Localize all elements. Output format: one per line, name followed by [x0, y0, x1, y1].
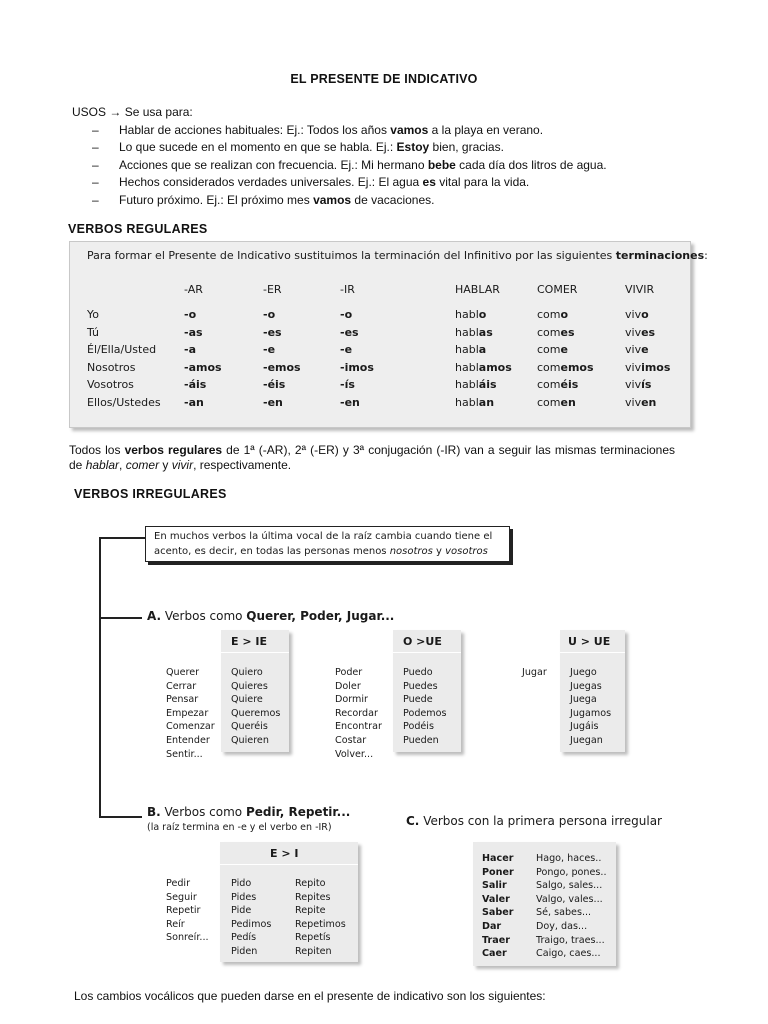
dash-bullet-icon: – [92, 140, 99, 155]
table-cell-comer: comes [537, 325, 575, 339]
table-cell-ir: -en [340, 396, 360, 409]
table-cell-vivir: vivimos [625, 360, 671, 374]
regular-verbs-table [69, 241, 708, 428]
table-cell-hablar: habla [455, 343, 487, 357]
box-header: U > UE [560, 630, 625, 653]
usos-intro [72, 105, 193, 119]
page-title: EL PRESENTE DE INDICATIVO [290, 72, 478, 86]
table-cell-ir: -es [340, 325, 359, 339]
column-header: VIVIR [625, 283, 655, 296]
table-cell-persona: Yo [87, 308, 99, 321]
list-item: – Futuro próximo. Ej.: El próximo mes vamos de vacaciones. [92, 192, 607, 209]
usos-intro-text: Se usa para: [124, 105, 193, 119]
connector-line [99, 617, 142, 619]
primera-forms: Hago, haces.. Pongo, pones.. Salgo, sales... Valgo, vales... Sé, sabes... Doy, das... Traigo, traes... Caigo, caes... [536, 853, 607, 960]
u-ue-forms: Juego Juegas Juega Jugamos Jugáis Juegan [570, 667, 612, 746]
table-cell-er: -o [263, 308, 276, 321]
o-ue-infinitives: Poder Doler Dormir Recordar Encontrar Costar Volver... [335, 667, 382, 760]
u-ue-infinitive: Jugar [522, 667, 547, 678]
table-cell-ar: -a [184, 343, 196, 357]
connector-line [99, 537, 101, 817]
primera-verbs: Hacer Poner Salir Valer Saber Dar Traer Caer [482, 853, 514, 960]
table-cell-hablar: hablan [455, 396, 495, 409]
table-cell-er: -emos [263, 360, 301, 374]
box-header: O >UE [393, 630, 461, 653]
column-header: -AR [184, 283, 203, 296]
e-ie-infinitives: Querer Cerrar Pensar Empezar Comenzar Entender Sentir... [166, 667, 215, 760]
table-cell-comer: como [537, 308, 569, 321]
column-header: -IR [340, 283, 355, 296]
table-cell-ar: -as [184, 325, 203, 339]
footer-text: Los cambios vocálicos que pueden darse en el presente de indicativo son los siguientes: [74, 989, 546, 1003]
e-i-infinitives: Pedir Seguir Repetir Reír Sonreír... [166, 878, 209, 944]
table-cell-ar: -amos [184, 360, 222, 374]
connector-line [99, 816, 142, 818]
section-b-subtitle: (la raíz termina en -e y el verbo en -IR) [147, 822, 332, 833]
column-header: -ER [263, 283, 282, 296]
note-box: En muchos verbos la última vocal de la raíz cambia cuando tiene el acento, es decir, en todas las personas menos nosotros y vosotros [145, 526, 510, 562]
regulares-paragraph: Todos los verbos regulares de 1ª (-AR), 2ª (-ER) y 3ª conjugación (-IR) van a seguir las mismas terminaciones de hablar, comer y vivir, respectivamente. [69, 443, 675, 472]
box-header: E > I [220, 842, 358, 865]
arrow-right-icon: → [109, 105, 122, 119]
table-cell-persona: Vosotros [87, 378, 134, 392]
table-cell-hablar: hablamos [455, 360, 512, 374]
table-cell-er: -e [263, 343, 276, 357]
table-cell-hablar: hablo [455, 308, 487, 321]
usos-label: USOS [72, 105, 107, 119]
o-ue-forms: Puedo Puedes Puede Podemos Podéis Pueden [403, 667, 447, 746]
table-cell-hablar: habláis [455, 378, 497, 392]
list-item: – Hechos considerados verdades universales. Ej.: El agua es vital para la vida. [92, 174, 607, 191]
table-cell-ir: -e [340, 343, 353, 357]
section-c-title: C. Verbos con la primera persona irregular [406, 814, 662, 828]
table-cell-ir: -imos [340, 360, 374, 374]
table-cell-ir: -ís [340, 378, 355, 392]
box-header: E > IE [221, 630, 289, 653]
connector-line [99, 537, 146, 539]
table-cell-ar: -an [184, 396, 204, 409]
table-cell-vivir: vivís [625, 378, 652, 392]
table-cell-vivir: viven [625, 396, 657, 409]
list-item: – Acciones que se realizan con frecuencia. Ej.: Mi hermano bebe cada día dos litros de agua. [92, 157, 607, 174]
dash-bullet-icon: – [92, 175, 99, 190]
table-cell-er: -éis [263, 378, 286, 392]
table-cell-hablar: hablas [455, 325, 493, 339]
table-cell-vivir: vives [625, 325, 656, 339]
table-cell-comer: come [537, 343, 568, 357]
section-heading-irregulares: VERBOS IRREGULARES [74, 487, 227, 501]
section-a-title: A. Verbos como Querer, Poder, Jugar... [147, 609, 395, 623]
table-cell-comer: comen [537, 396, 576, 409]
table-cell-er: -es [263, 325, 282, 339]
table-cell-persona: Él/Ella/Usted [87, 343, 157, 357]
table-cell-persona: Nosotros [87, 360, 136, 374]
list-item: – Hablar de acciones habituales: Ej.: Todos los años vamos a la playa en verano. [92, 122, 607, 139]
table-cell-vivir: vivo [625, 308, 649, 321]
column-header: COMER [537, 283, 578, 296]
table-cell-persona: Ellos/Ustedes [87, 396, 161, 409]
dash-bullet-icon: – [92, 157, 99, 172]
list-item: – Lo que sucede en el momento en que se habla. Ej.: Estoy bien, gracias. [92, 139, 607, 156]
table-cell-er: -en [263, 396, 283, 409]
table-cell-ar: -áis [184, 378, 207, 392]
repetir-forms: Repito Repites Repite Repetimos Repetís Repiten [295, 878, 346, 957]
table-cell-comer: coméis [537, 378, 579, 392]
usos-list [92, 122, 607, 209]
e-ie-forms: Quiero Quieres Quiere Queremos Queréis Quieren [231, 667, 281, 746]
table-cell-comer: comemos [537, 360, 594, 374]
table-cell-vivir: vive [625, 343, 649, 357]
section-b-title: B. Verbos como Pedir, Repetir... [147, 805, 351, 819]
dash-bullet-icon: – [92, 123, 99, 137]
pedir-forms: Pido Pides Pide Pedimos Pedís Piden [231, 878, 272, 957]
table-cell-ar: -o [184, 308, 197, 321]
table-cell-persona: Tú [87, 325, 100, 339]
section-heading-regulares: VERBOS REGULARES [68, 222, 208, 236]
table-intro: Para formar el Presente de Indicativo sustituimos la terminación del Infinitivo por las siguientes terminaciones: [87, 249, 708, 262]
column-header: HABLAR [455, 283, 500, 296]
dash-bullet-icon: – [92, 192, 99, 207]
table-cell-ir: -o [340, 308, 353, 321]
irregular-verbs-diagram [90, 520, 690, 980]
